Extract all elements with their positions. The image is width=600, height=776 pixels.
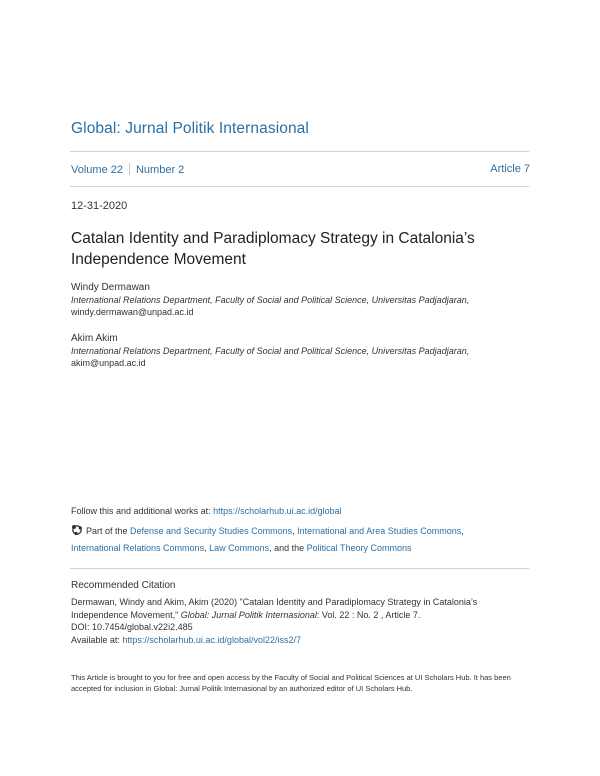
citation-text: Independence Movement,"	[71, 609, 181, 620]
citation-doi: DOI: 10.7454/global.v22i2.485	[71, 622, 193, 632]
divider	[70, 151, 529, 152]
article-link[interactable]: Article 7	[490, 163, 530, 175]
volume-link[interactable]: Volume 22	[71, 164, 123, 176]
citation-journal: Global: Jurnal Politik Internasional	[180, 609, 317, 620]
commons-link-international-relations[interactable]: International Relations Commons	[71, 543, 205, 553]
author-affiliation: International Relations Department, Faculty of Social and Political Science, Universitas Padjadjaran,	[71, 295, 470, 305]
citation-text: : Vol. 22 : No. 2 , Article 7.	[316, 609, 421, 620]
commons-link-political-theory[interactable]: Political Theory Commons	[306, 543, 412, 553]
follow-prefix: Follow this and additional works at:	[71, 506, 214, 516]
part-of-block: Part of the Defense and Security Studies Commons, International and Area Studies Commons, International Relations Commons, Law Commons, and the Political Theory Commons	[71, 526, 464, 553]
part-of-prefix: Part of the	[86, 526, 131, 536]
author-name: Windy Dermawan	[71, 282, 150, 293]
author-block	[71, 282, 531, 318]
commons-link-defense[interactable]: Defense and Security Studies Commons	[130, 526, 293, 536]
author-block	[71, 333, 531, 369]
follow-line	[71, 506, 342, 516]
number-link[interactable]: Number 2	[135, 164, 185, 176]
citation-line: Dermawan, Windy and Akim, Akim (2020) "Catalan Identity and Paradiplomacy Strategy in Catalonia’s	[71, 597, 478, 607]
citation-line	[71, 609, 531, 622]
author-name: Akim Akim	[71, 333, 118, 344]
follow-url-link[interactable]: https://scholarhub.ui.ac.id/global	[213, 506, 342, 516]
available-prefix: Available at:	[71, 634, 123, 645]
divider	[129, 163, 130, 175]
and-the-text: , and the	[269, 543, 307, 553]
available-url-link[interactable]: https://scholarhub.ui.ac.id/global/vol22/iss2/7	[122, 634, 301, 645]
author-email: windy.dermawan@unpad.ac.id	[71, 307, 194, 317]
citation-available	[71, 634, 531, 647]
journal-title-link[interactable]: Global: Jurnal Politik Internasional	[71, 120, 309, 137]
divider	[70, 186, 529, 187]
publication-date: 12-31-2020	[71, 200, 128, 212]
commons-link-law[interactable]: Law Commons	[209, 543, 270, 553]
article-title: Catalan Identity and Paradiplomacy Strategy in Catalonia’s Independence Movement	[71, 230, 475, 268]
commons-link-international-area[interactable]: International and Area Studies Commons	[297, 526, 462, 536]
author-affiliation: International Relations Department, Faculty of Social and Political Science, Universitas Padjadjaran,	[71, 346, 470, 356]
divider	[70, 568, 529, 569]
issue-row	[71, 163, 530, 176]
network-icon	[71, 524, 83, 536]
citation-block	[71, 596, 531, 646]
footer-note: This Article is brought to you for free and open access by the Faculty of Social and Political Sciences at UI Scholars Hub. It has been accepted for inclusion in Global: Jurnal Politik Internasional by an authorized editor of UI Scholars Hub.	[71, 673, 511, 693]
recommended-citation-heading: Recommended Citation	[71, 580, 176, 591]
author-email: akim@unpad.ac.id	[71, 358, 146, 368]
